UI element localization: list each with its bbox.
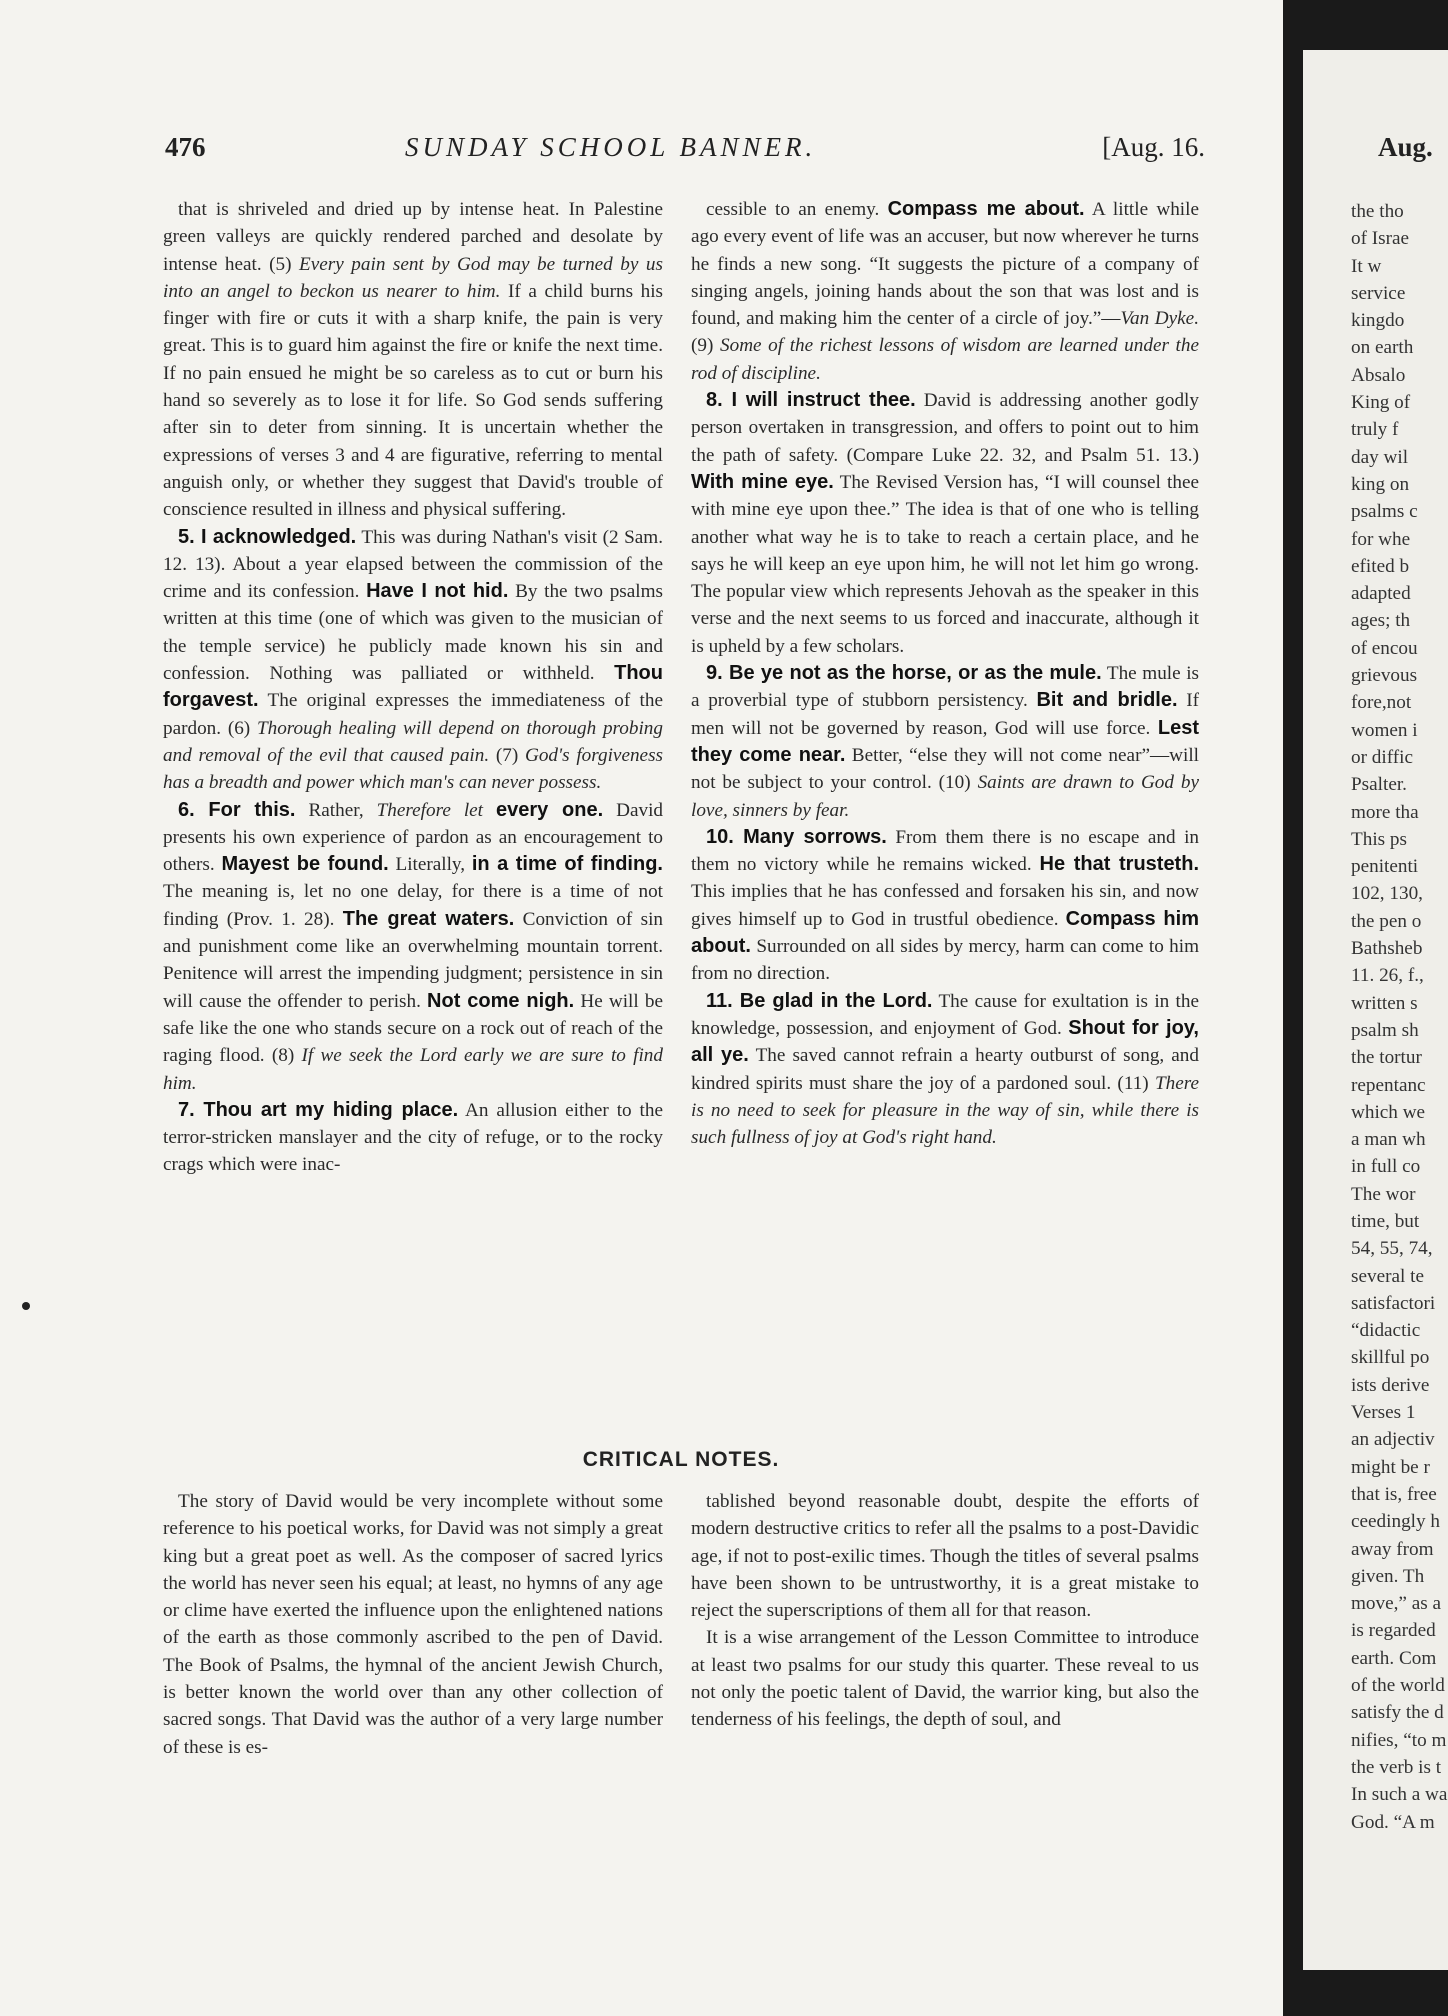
adjacent-page-line: nifies, “to m	[1351, 1729, 1447, 1751]
adjacent-page-line: of encou	[1351, 637, 1418, 659]
adjacent-page-line: King of	[1351, 392, 1411, 414]
italic-lesson-note: Van Dyke.	[1120, 308, 1199, 330]
bold-lead-phrase: 9. Be ye not as the horse, or as the mule.	[706, 662, 1102, 685]
italic-lesson-note: Thorough healing will depend on thorough probing and removal of the evil that caused pain.	[163, 717, 663, 766]
bold-lead-phrase: 11. Be glad in the Lord.	[706, 989, 933, 1012]
adjacent-page-line: time, but	[1351, 1210, 1420, 1232]
bold-lead-phrase: 6. For this.	[178, 798, 296, 821]
adjacent-page-line: the tortur	[1351, 1047, 1422, 1069]
adjacent-page-line: satisfactori	[1351, 1292, 1436, 1314]
adjacent-page-line: service	[1351, 282, 1406, 304]
paragraph	[691, 988, 1199, 1152]
adjacent-page-line: satisfy the d	[1351, 1702, 1444, 1724]
adjacent-page-line: of the world	[1351, 1675, 1445, 1697]
paragraph-text: The story of David would be very incomplete without some reference to his poetical works, for David was not simply a great king but a great poet as well. As the composer of sacred lyrics the world has never seen his equal; at least, no hymns of any age or clime have exerted the influence upon the enlightened nations of the earth as those commonly ascribed to the pen of David. The Book of Psalms, the hymnal of the ancient Jewish Church, is better known the world over than any other collection of sacred songs. That David was the author of a very large number of these is es-	[163, 1491, 663, 1758]
paragraph-text: (7)	[489, 744, 525, 766]
paragraph-text: The meaning is, let no one delay, for there is a time of not finding (Prov. 1. 28).	[163, 881, 663, 930]
running-date: [Aug. 16.	[1102, 132, 1205, 162]
adjacent-page	[1303, 50, 1448, 1970]
bold-lead-phrase: The great waters.	[342, 907, 515, 930]
italic-lesson-note: God's forgiveness has a breadth and power which man's can never possess.	[163, 744, 664, 794]
adjacent-page-line: the pen o	[1351, 910, 1422, 932]
bold-lead-phrase: Mayest be found.	[221, 853, 389, 876]
paragraph	[163, 797, 663, 1097]
paragraph	[691, 1488, 1199, 1624]
paragraph-text: The saved cannot refrain a hearty outburst of song, and kindred spirits must share the joy of a pardoned soul. (11)	[691, 1045, 1199, 1094]
italic-lesson-note: Some of the richest lessons of wisdom are learned under the rod of discipline.	[691, 335, 1199, 384]
adjacent-page-line: given. Th	[1351, 1565, 1425, 1587]
adjacent-page-line: in full co	[1351, 1156, 1421, 1178]
adjacent-page-line: 54, 55, 74,	[1351, 1238, 1433, 1260]
adjacent-page-line: ceedingly h	[1351, 1511, 1440, 1533]
italic-lesson-note: There is no need to seek for pleasure in the way of sin, while there is such fullness of joy at God's right hand.	[691, 1072, 1199, 1149]
adjacent-page-line: a man wh	[1351, 1129, 1426, 1151]
right-text-column	[691, 196, 1199, 1151]
adjacent-page-title: Aug.	[1378, 132, 1433, 162]
bold-lead-phrase: Compass him about.	[691, 907, 1199, 958]
adjacent-page-text	[1351, 198, 1448, 1836]
adjacent-page-line: on earth	[1351, 337, 1414, 359]
adjacent-page-line: ists derive	[1351, 1374, 1430, 1396]
paragraph-text: Better, “else they will not come near”—will not be subject to your control. (10)	[691, 744, 1200, 794]
adjacent-page-line: penitenti	[1351, 856, 1419, 878]
adjacent-page-line: grievous	[1351, 665, 1418, 687]
paragraph	[691, 1624, 1199, 1733]
notes-right-column	[691, 1488, 1199, 1734]
bold-lead-phrase: 5. I acknowledged.	[178, 525, 357, 548]
paragraph	[691, 824, 1199, 988]
notes-left-column	[163, 1488, 663, 1761]
italic-lesson-note: Therefore let	[376, 799, 484, 821]
bold-lead-phrase: Bit and bridle.	[1036, 689, 1178, 712]
paragraph	[691, 196, 1199, 387]
adjacent-page-line: 102, 130,	[1351, 883, 1423, 905]
paragraph	[163, 1488, 663, 1761]
bold-lead-phrase: He that trusteth.	[1039, 853, 1199, 876]
critical-notes-heading: CRITICAL NOTES.	[582, 1448, 780, 1471]
adjacent-page-line: Verses 1	[1351, 1402, 1416, 1424]
paragraph-text: It is a wise arrangement of the Lesson Committee to introduce at least two psalms for our study this quarter. These reveal to us not only the poetic talent of David, the warrior king, but also the tenderness of his feelings, the depth of soul, and	[691, 1627, 1199, 1731]
adjacent-page-line: move,” as a	[1351, 1593, 1442, 1615]
left-text-column	[163, 196, 663, 1179]
bold-lead-phrase: With mine eye.	[691, 470, 834, 493]
adjacent-page-line: psalm sh	[1351, 1019, 1419, 1041]
bold-lead-phrase: Lest they come near.	[691, 716, 1199, 766]
adjacent-page-line: psalms c	[1351, 501, 1418, 523]
paragraph-text: He will be safe like the one who stands secure on a rock out of reach of the raging flood. (8)	[163, 990, 663, 1067]
running-title: SUNDAY SCHOOL BANNER.	[405, 132, 817, 162]
bold-lead-phrase: Thou forgavest.	[163, 662, 663, 712]
adjacent-page-line: Psalter.	[1351, 774, 1407, 796]
paragraph-text: By the two psalms written at this time (one of which was given to the musician of the temple service) he publicly made known his sin and confession. Nothing was palliated or withheld.	[163, 581, 663, 685]
adjacent-page-line: Absalo	[1351, 364, 1406, 386]
italic-lesson-note: Every pain sent by God may be turned by us into an angel to beckon us nearer to him.	[163, 253, 663, 302]
adjacent-page-line: might be r	[1351, 1456, 1430, 1478]
adjacent-page-line: God. “A m	[1351, 1811, 1435, 1833]
adjacent-page-line: efited b	[1351, 555, 1410, 577]
adjacent-page-line: that is, free	[1351, 1483, 1437, 1505]
paragraph-text: The cause for exultation is in the knowledge, possession, and enjoyment of God.	[691, 990, 1199, 1039]
paragraph-text: If a child burns his finger with fire or cuts it with a sharp knife, the pain is very great. This is to guard him against the fire or knife the next time. If no pain ensued he might be so careless as to cut or burn his hand so severely as to lose it for life. So God sends suffering after sin to deter from sinning. It is uncertain whether the expressions of verses 3 and 4 are figurative, referring to mental anguish only, or whether they suggest that David's trouble of conscience resulted in illness and physical suffering.	[163, 280, 663, 521]
paragraph-text: Surrounded on all sides by mercy, harm can come to him from no direction.	[691, 936, 1199, 985]
paragraph	[691, 660, 1199, 824]
adjacent-page-line: king on	[1351, 473, 1410, 495]
adjacent-page-line: for whe	[1351, 528, 1411, 550]
adjacent-page-line: of Israe	[1351, 228, 1410, 250]
adjacent-page-line: “didactic	[1351, 1320, 1421, 1342]
paragraph-text: David is addressing another godly person overtaken in transgression, and offers to point out to him the path of safety. (Compare Luke 22. 32, and Psalm 51. 13.)	[691, 390, 1199, 466]
adjacent-page-line: Bathsheb	[1351, 938, 1423, 960]
paragraph-text: that is shriveled and dried up by intense heat. In Palestine green valleys are quickly rendered parched and desolate by intense heat. (5)	[163, 199, 663, 275]
paragraph	[163, 524, 663, 797]
adjacent-page-line: It w	[1351, 255, 1382, 277]
bold-lead-phrase: Have I not hid.	[366, 580, 509, 603]
margin-mark	[22, 1302, 30, 1310]
paragraph-text: tablished beyond reasonable doubt, despite the efforts of modern destructive critics to refer all the psalms to a post-Davidic age, if not to post-exilic times. Though the titles of several psalms have been shown to be untrustworthy, it is a great mistake to reject the superscriptions of them all for that reason.	[691, 1491, 1199, 1622]
paragraph-text: Conviction of sin and punishment come like an overwhelming mountain torrent. Penitence will arrest the impending judgment; persistence in sin will cause the offender to perish.	[163, 908, 663, 1012]
adjacent-page-line: adapted	[1351, 583, 1411, 605]
adjacent-page-line: The wor	[1351, 1183, 1416, 1205]
paragraph-text: David presents his own experience of pardon as an encouragement to others.	[163, 799, 663, 876]
bold-lead-phrase: 7. Thou art my hiding place.	[178, 1098, 459, 1121]
paragraph-text: A little while ago every event of life was an accuser, but now wherever he turns he finds a new song. “It suggests the picture of a company of singing angels, joining hands about the son that was lost and is found, and making him the center of a circle of joy.”—	[691, 199, 1199, 330]
adjacent-page-line: kingdo	[1351, 310, 1405, 332]
adjacent-page-line: skillful po	[1351, 1347, 1430, 1369]
paragraph-text: The original expresses the immediateness of the pardon. (6)	[163, 690, 663, 739]
adjacent-page-line: away from	[1351, 1538, 1434, 1560]
bold-lead-phrase: Shout for joy, all ye.	[691, 1016, 1199, 1067]
paragraph-text: This implies that he has confessed and forsaken his sin, and now gives himself up to God in trustful obedience.	[691, 881, 1199, 930]
bold-lead-phrase: every one.	[496, 798, 604, 821]
paragraph-text: This was during Nathan's visit (2 Sam. 12. 13). About a year elapsed between the commission of the crime and its confession.	[163, 526, 664, 603]
adjacent-page-line: is regarded	[1351, 1620, 1436, 1642]
adjacent-page-line: 11. 26, f.,	[1351, 965, 1424, 987]
paragraph-text	[483, 800, 496, 821]
page-header	[165, 132, 1205, 176]
adjacent-page-line: earth. Com	[1351, 1647, 1437, 1669]
bold-lead-phrase: 8. I will instruct thee.	[706, 389, 916, 412]
adjacent-page-line: the tho	[1351, 201, 1404, 222]
adjacent-page-line: which we	[1351, 1101, 1426, 1123]
paragraph-text: cessible to an enemy.	[706, 199, 888, 220]
paragraph-text: Rather,	[295, 799, 377, 821]
adjacent-page-line: an adjectiv	[1351, 1429, 1435, 1451]
paragraph-text: If men will not be governed by reason, God will use force.	[691, 690, 1199, 739]
paragraph-text: (9)	[691, 335, 720, 357]
adjacent-page-line: In such a wa	[1351, 1784, 1448, 1806]
paragraph	[691, 387, 1199, 660]
adjacent-page-line: written s	[1351, 992, 1418, 1014]
adjacent-page-line: day wil	[1351, 446, 1409, 468]
adjacent-page-line: or diffic	[1351, 746, 1413, 768]
paragraph-text: An allusion either to the terror-stricken manslayer and the city of refuge, or to the rocky crags which were inac-	[163, 1099, 663, 1176]
bold-lead-phrase: Compass me about.	[887, 198, 1085, 220]
paragraph-text: The Revised Version has, “I will counsel thee with mine eye upon thee.” The idea is that of one who is telling another what way he is to take to reach a certain place, and he says he will keep an eye upon him, he will not let him go wrong. The popular view which represents Jehovah as the speaker in this verse and the next seems to us forced and inaccurate, although it is upheld by a few scholars.	[691, 471, 1199, 657]
italic-lesson-note: Saints are drawn to God by love, sinners by fear.	[691, 772, 1200, 821]
adjacent-page-line: truly f	[1351, 419, 1399, 441]
paragraph-text: From them there is no escape and in them no victory while he remains wicked.	[691, 826, 1199, 876]
adjacent-page-line: This ps	[1351, 828, 1407, 850]
adjacent-page-line: the verb is t	[1351, 1756, 1442, 1778]
italic-lesson-note: If we seek the Lord early we are sure to find him.	[163, 1045, 663, 1094]
paragraph-text: Literally,	[388, 854, 472, 876]
adjacent-page-line: repentanc	[1351, 1074, 1426, 1096]
bold-lead-phrase: Not come nigh.	[427, 989, 575, 1012]
adjacent-page-line: women i	[1351, 719, 1418, 741]
adjacent-page-line: ages; th	[1351, 610, 1411, 632]
paragraph-text: The mule is a proverbial type of stubborn persistency.	[691, 663, 1199, 712]
paragraph	[163, 196, 663, 524]
page-number: 476	[165, 132, 206, 162]
adjacent-page-line: more tha	[1351, 801, 1419, 823]
bold-lead-phrase: 10. Many sorrows.	[706, 825, 887, 848]
adjacent-page-line: fore,not	[1351, 692, 1412, 714]
adjacent-page-line: several te	[1351, 1265, 1424, 1287]
paragraph	[163, 1097, 663, 1179]
bold-lead-phrase: in a time of finding.	[471, 853, 663, 876]
